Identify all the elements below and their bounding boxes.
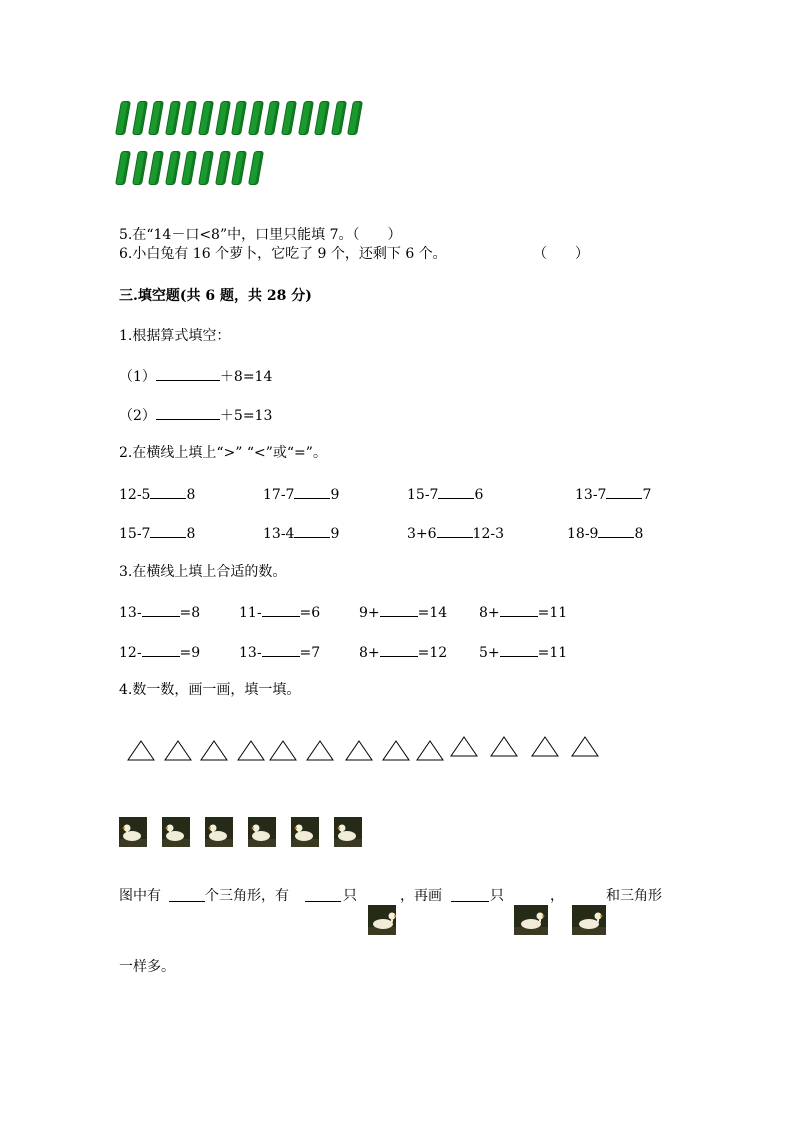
expr-right: =11 bbox=[537, 605, 568, 621]
counting-stick-icon bbox=[248, 151, 264, 185]
expr-right: =14 bbox=[417, 605, 448, 621]
counting-stick-icon bbox=[231, 151, 247, 185]
expr-left: 8+ bbox=[359, 645, 380, 661]
counting-stick-icon bbox=[198, 151, 214, 185]
duck-picture-icon bbox=[368, 905, 396, 935]
fill-4-part-6: ， bbox=[550, 888, 564, 904]
counting-stick-icon bbox=[132, 151, 148, 185]
item-suffix: ＋5=13 bbox=[219, 408, 273, 424]
counting-stick-icon bbox=[115, 151, 131, 185]
triangle-icon bbox=[570, 734, 600, 760]
counting-stick-icon bbox=[264, 101, 280, 135]
question-5 bbox=[119, 228, 401, 242]
expr-right: =12 bbox=[417, 645, 448, 661]
counting-stick-icon bbox=[181, 151, 197, 185]
answer-blank[interactable] bbox=[500, 604, 538, 617]
expr-left: 15-7 bbox=[119, 526, 151, 542]
question-5-text: 5.在“14－口<8”中，口里只能填 7。 bbox=[119, 227, 353, 243]
item-label: （2） bbox=[119, 408, 156, 424]
item-suffix: ＋8=14 bbox=[219, 369, 273, 385]
triangle-icon bbox=[415, 738, 445, 764]
fill-2-expr bbox=[263, 486, 339, 502]
expr-right: 7 bbox=[642, 487, 652, 503]
fill-2-expr bbox=[567, 525, 643, 541]
fill-3-expr bbox=[359, 604, 447, 620]
question-6-text: 6.小白兔有 16 个萝卜，它吃了 9 个，还剩下 6 个。 bbox=[119, 246, 447, 262]
expr-left: 11- bbox=[239, 605, 262, 621]
counting-stick-icon bbox=[181, 101, 197, 135]
fill-2-expr bbox=[119, 486, 195, 502]
fill-3-expr bbox=[239, 644, 320, 660]
expr-left: 13- bbox=[239, 645, 262, 661]
counting-stick-icon bbox=[148, 101, 164, 135]
expr-left: 13- bbox=[119, 605, 142, 621]
fill-2-expr bbox=[263, 525, 339, 541]
expr-right: =9 bbox=[179, 645, 201, 661]
counting-stick-icon bbox=[215, 151, 231, 185]
answer-blank[interactable] bbox=[437, 525, 473, 538]
answer-blank[interactable] bbox=[451, 889, 489, 902]
duck-picture-icon bbox=[119, 817, 147, 847]
counting-stick-icon bbox=[248, 101, 264, 135]
answer-blank[interactable] bbox=[438, 486, 474, 499]
duck-picture-icon bbox=[162, 817, 190, 847]
duck-picture-icon bbox=[291, 817, 319, 847]
expr-right: 12-3 bbox=[472, 526, 504, 542]
answer-blank[interactable] bbox=[150, 525, 186, 538]
triangle-icon bbox=[344, 738, 374, 764]
answer-blank[interactable] bbox=[142, 644, 180, 657]
fill-3-title: 3.在横线上填上合适的数。 bbox=[119, 564, 287, 580]
expr-right: 8 bbox=[186, 487, 196, 503]
fill-1-item-2 bbox=[119, 407, 272, 423]
expr-left: 18-9 bbox=[567, 526, 599, 542]
expr-right: =7 bbox=[299, 645, 321, 661]
counting-stick-icon bbox=[331, 101, 347, 135]
counting-stick-icon bbox=[281, 101, 297, 135]
expr-left: 13-4 bbox=[263, 526, 295, 542]
answer-blank[interactable] bbox=[294, 486, 330, 499]
answer-blank[interactable] bbox=[262, 644, 300, 657]
triangle-icon bbox=[163, 738, 193, 764]
expr-left: 9+ bbox=[359, 605, 380, 621]
expr-left: 5+ bbox=[479, 645, 500, 661]
triangle-icon bbox=[449, 734, 479, 760]
fill-4-part-4: ，再画 bbox=[400, 888, 442, 904]
fill-2-expr bbox=[119, 525, 195, 541]
counting-stick-icon bbox=[215, 101, 231, 135]
question-6 bbox=[119, 247, 447, 261]
section-title: 三.填空题(共 6 题，共 28 分) bbox=[119, 288, 312, 304]
fill-4-part-7: 和三角形 bbox=[606, 888, 662, 904]
counting-stick-icon bbox=[231, 101, 247, 135]
fill-3-expr bbox=[479, 604, 567, 620]
fill-3-expr bbox=[119, 604, 200, 620]
expr-left: 3+6 bbox=[407, 526, 437, 542]
duck-picture-icon bbox=[205, 817, 233, 847]
expr-left: 15-7 bbox=[407, 487, 439, 503]
expr-left: 12-5 bbox=[119, 487, 151, 503]
duck-picture-icon bbox=[334, 817, 362, 847]
fill-4-title: 4.数一数，画一画，填一填。 bbox=[119, 682, 301, 698]
answer-blank[interactable] bbox=[606, 486, 642, 499]
duck-picture-icon bbox=[514, 905, 548, 935]
counting-stick-icon bbox=[132, 101, 148, 135]
duck-picture-icon bbox=[572, 905, 606, 935]
counting-stick-icon bbox=[314, 101, 330, 135]
triangle-icon bbox=[489, 734, 519, 760]
fill-3-expr bbox=[239, 604, 320, 620]
counting-sticks-row-1 bbox=[118, 101, 360, 135]
answer-blank[interactable] bbox=[294, 525, 330, 538]
expr-right: 6 bbox=[474, 487, 484, 503]
fill-2-expr bbox=[407, 486, 483, 502]
fill-4-part-1: 图中有 bbox=[119, 888, 161, 904]
expr-right: 8 bbox=[186, 526, 196, 542]
triangles-row bbox=[124, 738, 604, 764]
answer-blank[interactable] bbox=[156, 368, 220, 381]
answer-blank[interactable] bbox=[598, 525, 634, 538]
counting-stick-icon bbox=[198, 101, 214, 135]
duck-picture-icon bbox=[248, 817, 276, 847]
fill-1-item-1 bbox=[119, 368, 272, 384]
fill-4-line-2: 一样多。 bbox=[119, 959, 175, 975]
expr-right: 9 bbox=[330, 487, 340, 503]
answer-blank[interactable] bbox=[262, 604, 300, 617]
counting-stick-icon bbox=[148, 151, 164, 185]
triangle-icon bbox=[199, 738, 229, 764]
triangle-icon bbox=[236, 738, 266, 764]
answer-blank[interactable] bbox=[380, 604, 418, 617]
answer-blank[interactable] bbox=[305, 889, 341, 902]
expr-right: =8 bbox=[179, 605, 201, 621]
fill-2-title: 2.在横线上填上“>” “<”或“=”。 bbox=[119, 445, 327, 461]
fill-3-expr bbox=[119, 644, 200, 660]
counting-stick-icon bbox=[165, 101, 181, 135]
expr-right: 8 bbox=[634, 526, 644, 542]
fill-3-expr bbox=[479, 644, 567, 660]
expr-left: 12- bbox=[119, 645, 142, 661]
answer-blank[interactable] bbox=[169, 889, 205, 902]
counting-stick-icon bbox=[115, 101, 131, 135]
expr-left: 13-7 bbox=[575, 487, 607, 503]
counting-stick-icon bbox=[347, 101, 363, 135]
answer-paren[interactable]: （ ） bbox=[352, 227, 402, 243]
triangle-icon bbox=[126, 738, 156, 764]
fill-4-part-3: 只 bbox=[343, 888, 357, 904]
fill-3-expr bbox=[359, 644, 447, 660]
triangle-icon bbox=[530, 734, 560, 760]
expr-right: =11 bbox=[537, 645, 568, 661]
fill-2-expr bbox=[575, 486, 651, 502]
fill-4-part-5: 只 bbox=[490, 888, 504, 904]
expr-right: 9 bbox=[330, 526, 340, 542]
answer-blank[interactable] bbox=[142, 604, 180, 617]
expr-left: 17-7 bbox=[263, 487, 295, 503]
fill-2-expr bbox=[407, 525, 504, 541]
expr-left: 8+ bbox=[479, 605, 500, 621]
fill-1-title: 1.根据算式填空： bbox=[119, 328, 231, 344]
triangle-icon bbox=[381, 738, 411, 764]
answer-blank[interactable] bbox=[156, 407, 220, 420]
counting-stick-icon bbox=[165, 151, 181, 185]
counting-sticks-row-2 bbox=[118, 151, 261, 185]
answer-blank[interactable] bbox=[380, 644, 418, 657]
answer-blank[interactable] bbox=[150, 486, 186, 499]
answer-paren[interactable]: （ ） bbox=[533, 246, 589, 262]
fill-4-part-2: 个三角形，有 bbox=[205, 888, 289, 904]
counting-stick-icon bbox=[298, 101, 314, 135]
triangle-icon bbox=[268, 738, 298, 764]
expr-right: =6 bbox=[299, 605, 321, 621]
item-label: （1） bbox=[119, 369, 156, 385]
triangle-icon bbox=[305, 738, 335, 764]
answer-blank[interactable] bbox=[500, 644, 538, 657]
